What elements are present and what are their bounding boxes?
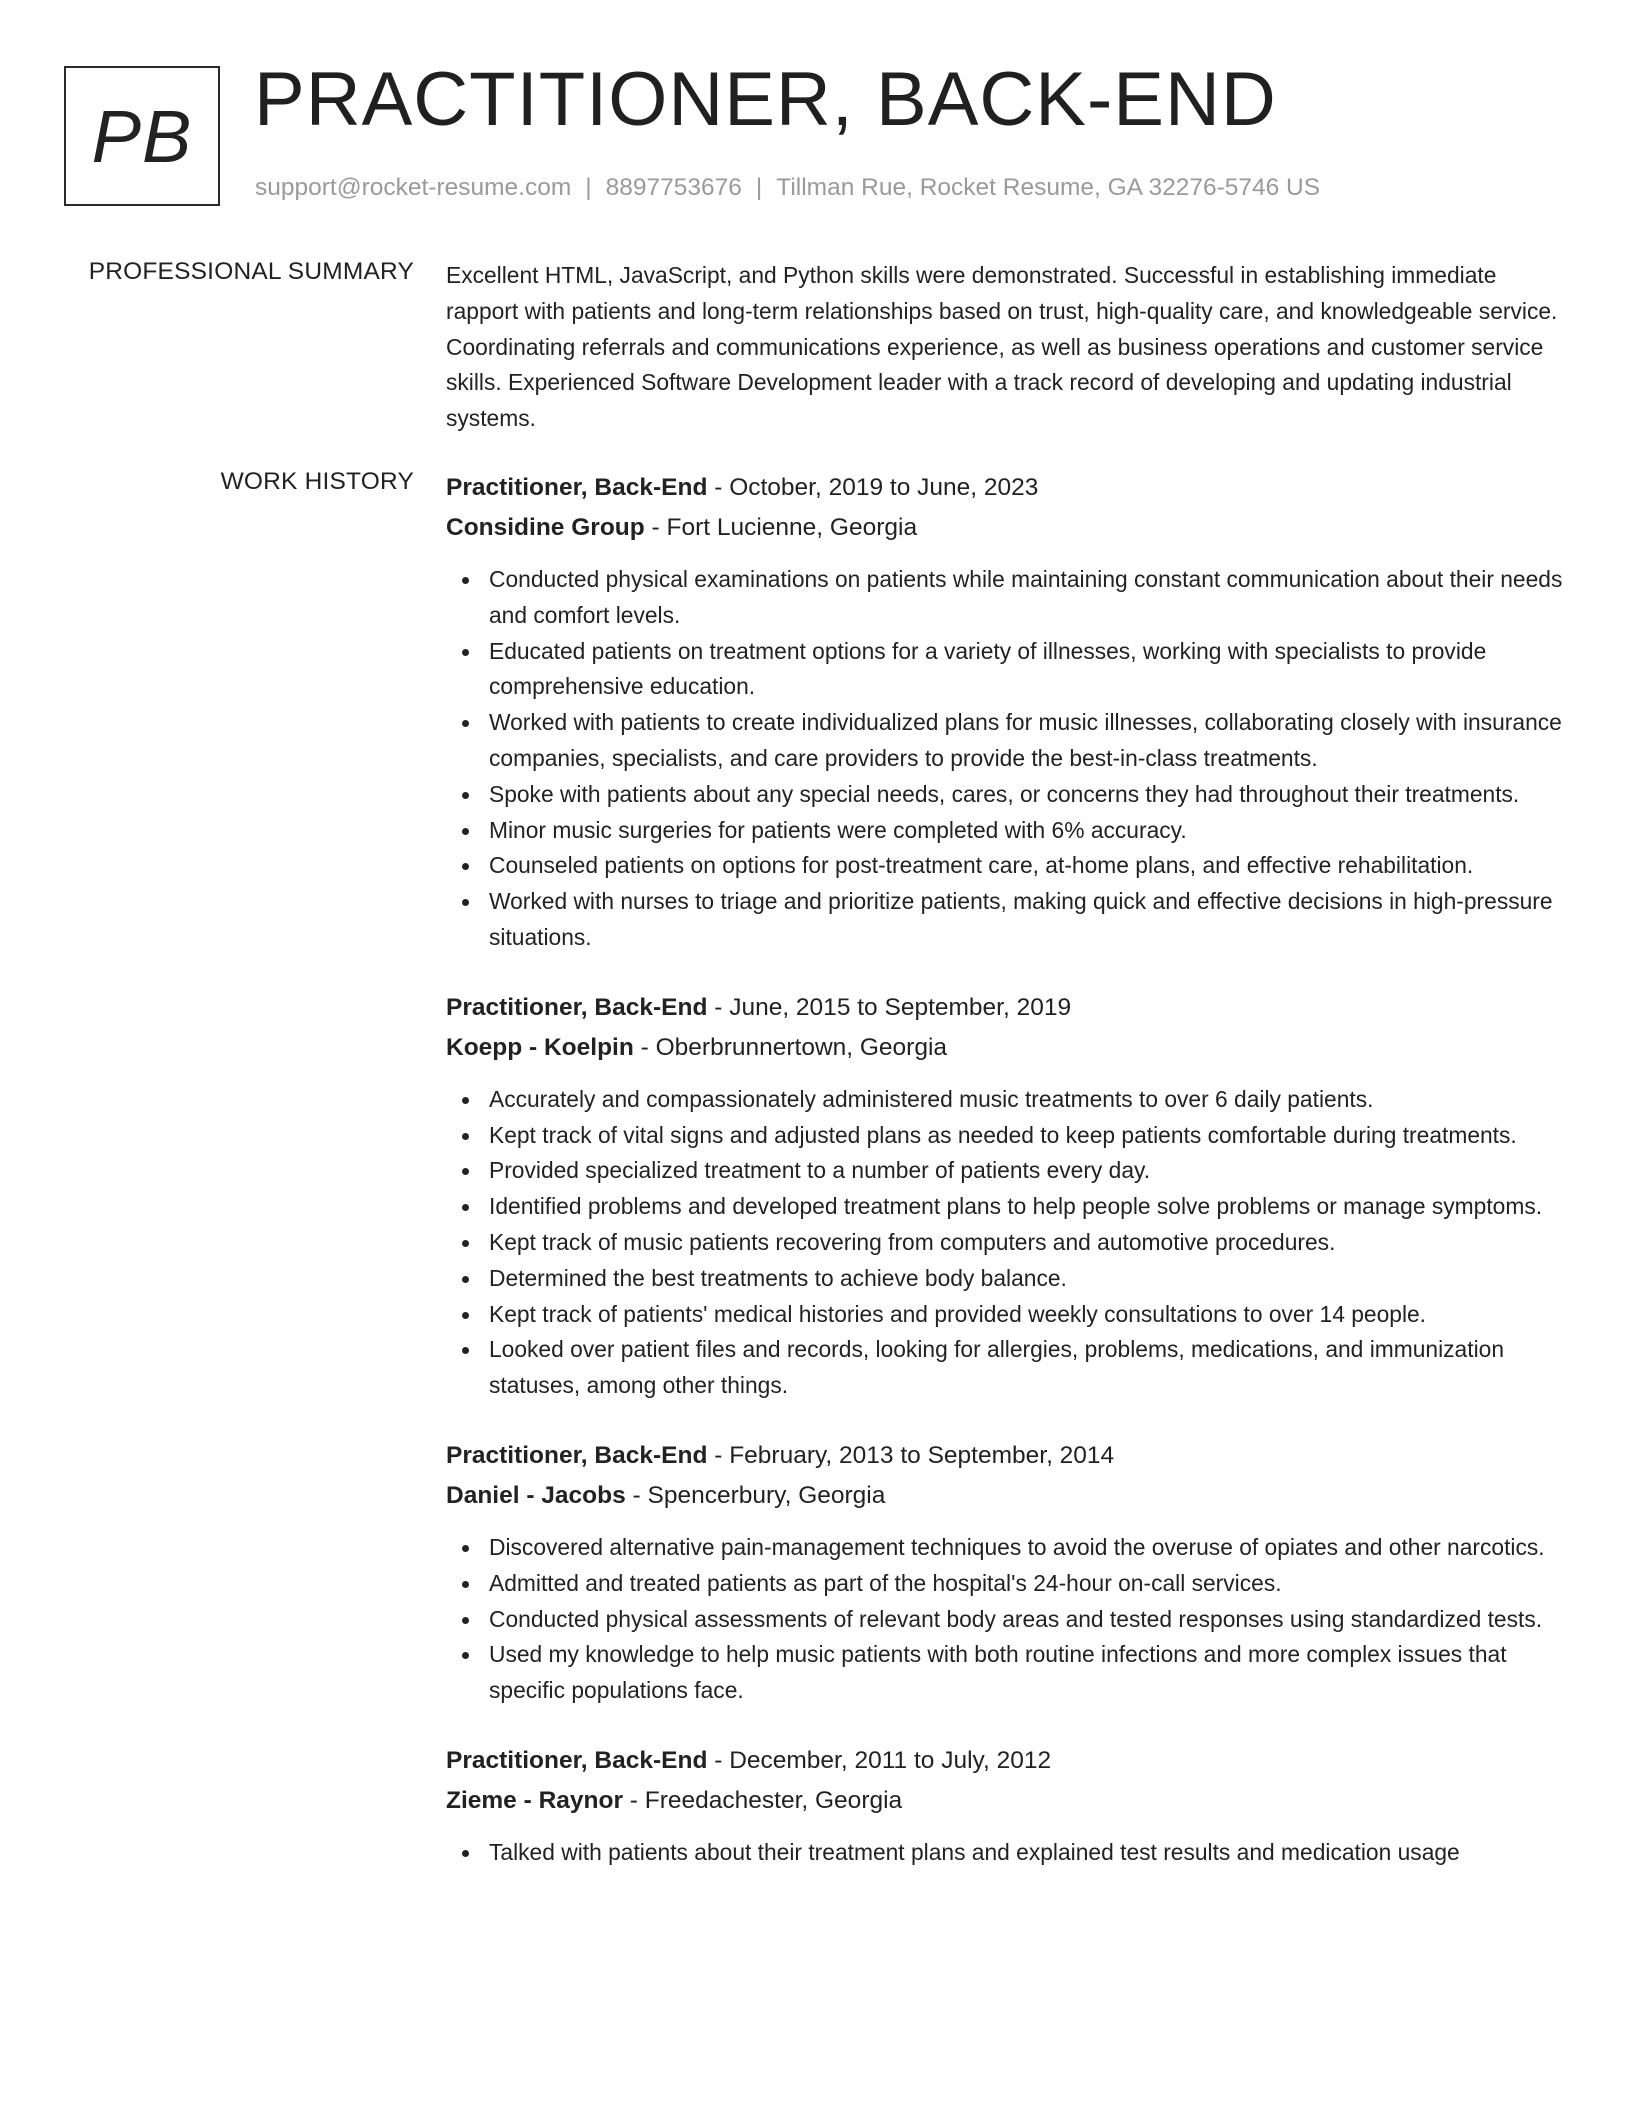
contact-separator: | bbox=[755, 174, 763, 201]
job-bullet-list bbox=[446, 1835, 1564, 1871]
job-entry bbox=[446, 1436, 1564, 1709]
job-location: - Oberbrunnertown, Georgia bbox=[633, 1033, 948, 1061]
section-heading-summary: PROFESSIONAL SUMMARY bbox=[88, 258, 414, 285]
summary-body bbox=[446, 258, 1564, 437]
job-bullet: Educated patients on treatment options for a variety of illnesses, working with specialists to provide comprehensive education. bbox=[446, 634, 1564, 706]
job-company: Zieme - Raynor bbox=[446, 1786, 623, 1814]
job-bullet: Accurately and compassionately administered music treatments to over 6 daily patients. bbox=[446, 1082, 1564, 1118]
job-bullet: Kept track of music patients recovering from computers and automotive procedures. bbox=[446, 1225, 1564, 1261]
job-bullet: Conducted physical examinations on patients while maintaining constant communication about their needs and comfort levels. bbox=[446, 562, 1564, 634]
job-bullet: Admitted and treated patients as part of the hospital's 24-hour on-call services. bbox=[446, 1566, 1564, 1602]
job-bullet: Minor music surgeries for patients were completed with 6% accuracy. bbox=[446, 813, 1564, 849]
job-dates: - February, 2013 to September, 2014 bbox=[707, 1441, 1115, 1469]
job-title: Practitioner, Back-End bbox=[446, 993, 708, 1021]
job-bullet: Kept track of patients' medical histories and provided weekly consultations to over 14 people. bbox=[446, 1297, 1564, 1333]
job-bullet: Worked with nurses to triage and prioritize patients, making quick and effective decisions in high-pressure situations. bbox=[446, 884, 1564, 956]
contact-separator: | bbox=[585, 174, 592, 201]
job-title-line bbox=[446, 1436, 1564, 1476]
candidate-name: PRACTITIONER, BACK-END bbox=[254, 57, 1277, 142]
job-bullet: Looked over patient files and records, looking for allergies, problems, medications, and immunization statuses, among other things. bbox=[446, 1332, 1564, 1404]
job-location: - Freedachester, Georgia bbox=[623, 1786, 903, 1814]
job-dates: - June, 2015 to September, 2019 bbox=[707, 993, 1072, 1021]
job-bullet: Conducted physical assessments of relevant body areas and tested responses using standardized tests. bbox=[446, 1602, 1564, 1638]
job-bullet-list bbox=[446, 1530, 1564, 1709]
job-bullet: Talked with patients about their treatment plans and explained test results and medication usage bbox=[446, 1835, 1564, 1871]
monogram-logo: PB bbox=[64, 66, 220, 206]
job-bullet: Kept track of vital signs and adjusted plans as needed to keep patients comfortable during treatments. bbox=[446, 1118, 1564, 1154]
job-bullet: Counseled patients on options for post-treatment care, at-home plans, and effective rehabilitation. bbox=[446, 848, 1564, 884]
summary-text: Excellent HTML, JavaScript, and Python skills were demonstrated. Successful in establishing immediate rapport with patients and long-term relationships based on trust, high-quality care, and knowledgeable service. Coordinating referrals and communications experience, as well as business operations and customer service skills. Experienced Software Development leader with a track record of developing and updating industrial systems. bbox=[446, 262, 1558, 432]
job-entry bbox=[446, 1741, 1564, 1871]
job-company-line bbox=[446, 508, 1564, 548]
job-bullet: Identified problems and developed treatment plans to help people solve problems or manage symptoms. bbox=[446, 1189, 1564, 1225]
job-title: Practitioner, Back-End bbox=[446, 474, 708, 501]
job-company-line bbox=[446, 1028, 1564, 1068]
job-location: - Spencerbury, Georgia bbox=[625, 1481, 886, 1509]
job-location: - Fort Lucienne, Georgia bbox=[644, 514, 918, 541]
job-title-line bbox=[446, 1741, 1564, 1781]
job-company: Koepp - Koelpin bbox=[446, 1033, 634, 1061]
job-title-line bbox=[446, 468, 1564, 508]
job-bullet-list bbox=[446, 1082, 1564, 1404]
job-company: Daniel - Jacobs bbox=[446, 1481, 626, 1509]
job-bullet: Discovered alternative pain-management techniques to avoid the overuse of opiates and other narcotics. bbox=[446, 1530, 1564, 1566]
work-history-body bbox=[446, 468, 1564, 1903]
job-bullet: Spoke with patients about any special needs, cares, or concerns they had throughout their treatments. bbox=[446, 777, 1564, 813]
job-entry bbox=[446, 468, 1564, 956]
job-title-line bbox=[446, 988, 1564, 1028]
section-heading-work-history: WORK HISTORY bbox=[220, 468, 414, 495]
job-bullet: Used my knowledge to help music patients with both routine infections and more complex issues that specific populations face. bbox=[446, 1637, 1564, 1709]
job-company-line bbox=[446, 1781, 1564, 1821]
job-title: Practitioner, Back-End bbox=[446, 1746, 708, 1774]
job-entry bbox=[446, 988, 1564, 1404]
contact-line bbox=[255, 174, 1320, 202]
job-bullet: Provided specialized treatment to a number of patients every day. bbox=[446, 1153, 1564, 1189]
job-company: Considine Group bbox=[446, 514, 645, 541]
contact-phone[interactable]: 8897753676 bbox=[605, 174, 742, 201]
job-dates: - October, 2019 to June, 2023 bbox=[707, 474, 1039, 501]
job-title: Practitioner, Back-End bbox=[446, 1441, 708, 1469]
job-bullet: Determined the best treatments to achieve body balance. bbox=[446, 1261, 1564, 1297]
job-bullet: Worked with patients to create individualized plans for music illnesses, collaborating closely with insurance companies, specialists, and care providers to provide the best-in-class treatments. bbox=[446, 705, 1564, 777]
job-company-line bbox=[446, 1476, 1564, 1516]
contact-email[interactable]: support@rocket-resume.com bbox=[255, 174, 572, 201]
resume-header bbox=[64, 57, 1574, 212]
job-bullet-list bbox=[446, 562, 1564, 956]
contact-address: Tillman Rue, Rocket Resume, GA 32276-5746 US bbox=[776, 174, 1321, 201]
job-dates: - December, 2011 to July, 2012 bbox=[707, 1746, 1052, 1774]
